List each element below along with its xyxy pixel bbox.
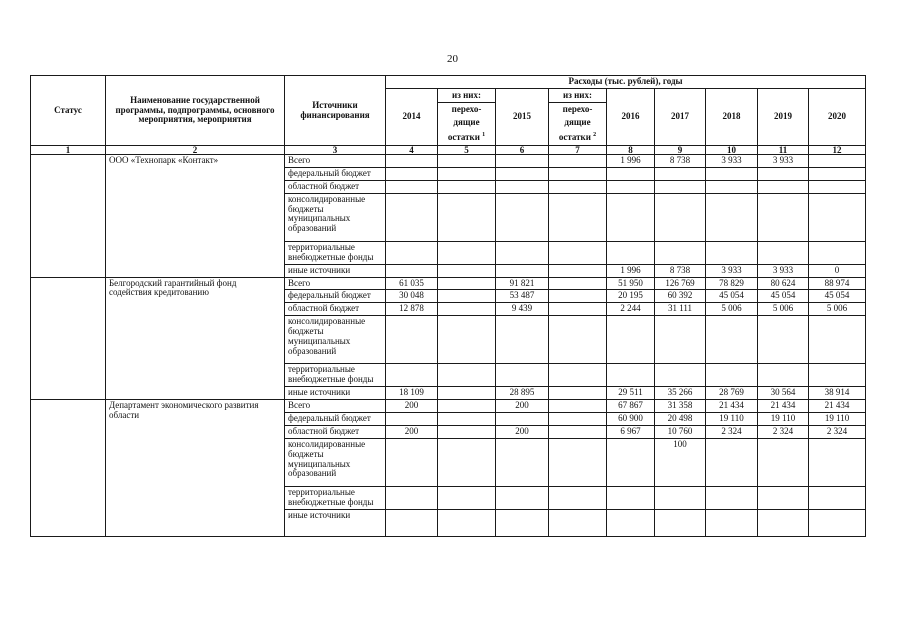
amount-cell — [655, 180, 706, 193]
amount-cell: 2 324 — [758, 425, 809, 438]
amount-cell — [549, 167, 607, 180]
amount-cell — [607, 167, 655, 180]
amount-cell: 5 006 — [809, 303, 866, 316]
column-number: 3 — [285, 146, 386, 155]
amount-cell: 126 769 — [655, 277, 706, 290]
amount-cell — [438, 438, 496, 486]
amount-cell — [438, 155, 496, 168]
amount-cell — [758, 509, 809, 536]
footnote-mark: 2 — [593, 132, 597, 138]
funding-source: иные источники — [285, 264, 386, 277]
amount-cell — [809, 180, 866, 193]
amount-cell — [549, 509, 607, 536]
header-status: Статус — [31, 76, 106, 146]
amount-cell: 2 324 — [809, 425, 866, 438]
status-cell — [31, 155, 106, 278]
amount-cell: 5 006 — [706, 303, 758, 316]
amount-cell: 67 867 — [607, 400, 655, 413]
column-number: 11 — [758, 146, 809, 155]
amount-cell — [386, 167, 438, 180]
column-number: 1 — [31, 146, 106, 155]
amount-cell — [758, 364, 809, 387]
amount-cell: 91 821 — [496, 277, 549, 290]
amount-cell: 30 564 — [758, 387, 809, 400]
amount-cell — [607, 364, 655, 387]
amount-cell: 78 829 — [706, 277, 758, 290]
amount-cell — [706, 364, 758, 387]
header-carryover-2 — [549, 89, 607, 146]
amount-cell — [496, 486, 549, 509]
amount-cell: 10 760 — [655, 425, 706, 438]
header-carryover-word: остатки — [447, 132, 480, 142]
amount-cell — [549, 193, 607, 241]
amount-cell — [386, 180, 438, 193]
amount-cell — [706, 486, 758, 509]
column-number: 9 — [655, 146, 706, 155]
amount-cell — [809, 316, 866, 364]
header-carryover-word: остатки — [558, 132, 591, 142]
amount-cell — [496, 316, 549, 364]
column-number: 10 — [706, 146, 758, 155]
amount-cell: 21 434 — [809, 400, 866, 413]
funding-source: территориальные внебюджетные фонды — [285, 241, 386, 264]
amount-cell — [758, 486, 809, 509]
amount-cell — [438, 387, 496, 400]
amount-cell: 6 967 — [607, 425, 655, 438]
amount-cell: 45 054 — [706, 290, 758, 303]
amount-cell — [809, 193, 866, 241]
amount-cell — [496, 180, 549, 193]
header-carryover-line — [552, 129, 603, 144]
amount-cell — [549, 364, 607, 387]
amount-cell — [607, 486, 655, 509]
amount-cell — [549, 387, 607, 400]
column-number: 7 — [549, 146, 607, 155]
amount-cell — [758, 316, 809, 364]
amount-cell — [386, 155, 438, 168]
amount-cell: 31 111 — [655, 303, 706, 316]
amount-cell: 9 439 — [496, 303, 549, 316]
amount-cell: 45 054 — [809, 290, 866, 303]
amount-cell — [496, 167, 549, 180]
amount-cell — [438, 364, 496, 387]
funding-source: федеральный бюджет — [285, 290, 386, 303]
amount-cell: 20 195 — [607, 290, 655, 303]
amount-cell — [706, 167, 758, 180]
amount-cell: 200 — [496, 400, 549, 413]
measure-name: Белгородский гарантийный фонд содействия кредитованию — [106, 277, 285, 400]
amount-cell — [607, 316, 655, 364]
funding-source: иные источники — [285, 509, 386, 536]
header-year-2019: 2019 — [758, 89, 809, 146]
amount-cell: 1 996 — [607, 155, 655, 168]
amount-cell — [438, 193, 496, 241]
amount-cell: 80 624 — [758, 277, 809, 290]
amount-cell — [496, 193, 549, 241]
amount-cell — [549, 303, 607, 316]
funding-source: территориальные внебюджетные фонды — [285, 486, 386, 509]
amount-cell: 200 — [496, 425, 549, 438]
amount-cell — [549, 425, 607, 438]
header-source: Источники финансирования — [285, 76, 386, 146]
funding-source: областной бюджет — [285, 425, 386, 438]
amount-cell — [549, 241, 607, 264]
amount-cell: 88 974 — [809, 277, 866, 290]
amount-cell — [655, 486, 706, 509]
amount-cell: 53 487 — [496, 290, 549, 303]
amount-cell — [386, 509, 438, 536]
funding-source: Всего — [285, 277, 386, 290]
amount-cell — [607, 241, 655, 264]
amount-cell — [496, 438, 549, 486]
amount-cell — [758, 241, 809, 264]
table-body — [31, 155, 866, 537]
funding-source: Всего — [285, 400, 386, 413]
amount-cell: 12 878 — [386, 303, 438, 316]
amount-cell — [496, 241, 549, 264]
amount-cell: 31 358 — [655, 400, 706, 413]
amount-cell — [438, 241, 496, 264]
amount-cell — [706, 316, 758, 364]
amount-cell — [438, 425, 496, 438]
amount-cell: 45 054 — [758, 290, 809, 303]
amount-cell: 100 — [655, 438, 706, 486]
funding-source: консолидированные бюджеты муниципальных образований — [285, 316, 386, 364]
amount-cell — [655, 316, 706, 364]
header-name: Наименование государственной программы, подпрограммы, основного мероприятия, мероприятия — [106, 76, 285, 146]
amount-cell — [607, 193, 655, 241]
amount-cell: 60 392 — [655, 290, 706, 303]
column-numbers-row — [31, 146, 866, 155]
amount-cell: 21 434 — [758, 400, 809, 413]
header-carryover-line — [441, 129, 492, 144]
amount-cell — [386, 316, 438, 364]
header-year-2014: 2014 — [386, 89, 438, 146]
page-number: 20 — [447, 53, 458, 65]
amount-cell — [549, 264, 607, 277]
amount-cell — [496, 364, 549, 387]
amount-cell: 28 895 — [496, 387, 549, 400]
funding-source: областной бюджет — [285, 303, 386, 316]
amount-cell: 0 — [809, 264, 866, 277]
amount-cell — [758, 180, 809, 193]
amount-cell: 35 266 — [655, 387, 706, 400]
column-number: 6 — [496, 146, 549, 155]
amount-cell: 60 900 — [607, 413, 655, 426]
amount-cell: 200 — [386, 400, 438, 413]
funding-source: областной бюджет — [285, 180, 386, 193]
amount-cell — [496, 413, 549, 426]
amount-cell — [438, 413, 496, 426]
amount-cell — [706, 180, 758, 193]
amount-cell: 28 769 — [706, 387, 758, 400]
measure-name: Департамент экономического развития области — [106, 400, 285, 537]
header-from-them: из них: — [549, 89, 606, 103]
amount-cell — [386, 486, 438, 509]
footnote-mark: 1 — [482, 132, 486, 138]
status-cell — [31, 400, 106, 537]
amount-cell — [549, 290, 607, 303]
header-carryover-line: дящие — [564, 117, 591, 127]
amount-cell — [438, 400, 496, 413]
amount-cell — [758, 193, 809, 241]
amount-cell — [655, 509, 706, 536]
table-row — [31, 155, 866, 168]
amount-cell — [549, 486, 607, 509]
table-row — [31, 277, 866, 290]
amount-cell — [706, 193, 758, 241]
amount-cell — [386, 364, 438, 387]
budget-table — [30, 75, 866, 537]
amount-cell: 19 110 — [706, 413, 758, 426]
column-number: 2 — [106, 146, 285, 155]
amount-cell — [809, 438, 866, 486]
amount-cell — [438, 264, 496, 277]
amount-cell: 5 006 — [758, 303, 809, 316]
column-number: 12 — [809, 146, 866, 155]
amount-cell: 21 434 — [706, 400, 758, 413]
amount-cell — [706, 509, 758, 536]
amount-cell: 3 933 — [706, 264, 758, 277]
amount-cell: 38 914 — [809, 387, 866, 400]
amount-cell — [438, 316, 496, 364]
table-row — [31, 400, 866, 413]
amount-cell — [549, 180, 607, 193]
amount-cell — [438, 509, 496, 536]
amount-cell — [549, 413, 607, 426]
amount-cell — [706, 241, 758, 264]
amount-cell — [809, 155, 866, 168]
amount-cell — [549, 316, 607, 364]
amount-cell — [438, 167, 496, 180]
header-carryover-line: перехо- — [451, 104, 482, 114]
amount-cell: 200 — [386, 425, 438, 438]
amount-cell — [549, 277, 607, 290]
amount-cell: 51 950 — [607, 277, 655, 290]
amount-cell — [386, 413, 438, 426]
header-carryover-line: дящие — [453, 117, 480, 127]
header-carryover-line: перехо- — [562, 104, 593, 114]
amount-cell — [438, 486, 496, 509]
header-carryover-1 — [438, 89, 496, 146]
amount-cell: 3 933 — [758, 264, 809, 277]
header-year-2016: 2016 — [607, 89, 655, 146]
amount-cell — [496, 264, 549, 277]
amount-cell — [496, 155, 549, 168]
amount-cell — [549, 155, 607, 168]
amount-cell: 61 035 — [386, 277, 438, 290]
amount-cell — [758, 438, 809, 486]
header-from-them: из них: — [438, 89, 495, 103]
amount-cell — [496, 509, 549, 536]
column-number: 5 — [438, 146, 496, 155]
amount-cell: 19 110 — [758, 413, 809, 426]
amount-cell — [438, 290, 496, 303]
amount-cell — [438, 303, 496, 316]
amount-cell — [809, 509, 866, 536]
amount-cell — [607, 509, 655, 536]
funding-source: консолидированные бюджеты муниципальных образований — [285, 193, 386, 241]
amount-cell: 20 498 — [655, 413, 706, 426]
amount-cell: 2 244 — [607, 303, 655, 316]
amount-cell: 29 511 — [607, 387, 655, 400]
amount-cell — [438, 277, 496, 290]
amount-cell: 18 109 — [386, 387, 438, 400]
header-year-2018: 2018 — [706, 89, 758, 146]
header-year-2020: 2020 — [809, 89, 866, 146]
amount-cell — [607, 438, 655, 486]
amount-cell: 8 738 — [655, 264, 706, 277]
amount-cell: 30 048 — [386, 290, 438, 303]
amount-cell — [706, 438, 758, 486]
header-year-2015: 2015 — [496, 89, 549, 146]
funding-source: федеральный бюджет — [285, 413, 386, 426]
amount-cell: 2 324 — [706, 425, 758, 438]
funding-source: территориальные внебюджетные фонды — [285, 364, 386, 387]
amount-cell — [607, 180, 655, 193]
amount-cell — [386, 264, 438, 277]
header-expenses: Расходы (тыс. рублей), годы — [386, 76, 866, 89]
amount-cell — [549, 400, 607, 413]
measure-name: ООО «Технопарк «Контакт» — [106, 155, 285, 278]
amount-cell — [386, 193, 438, 241]
column-number: 8 — [607, 146, 655, 155]
amount-cell: 3 933 — [758, 155, 809, 168]
amount-cell — [386, 241, 438, 264]
funding-source: иные источники — [285, 387, 386, 400]
amount-cell: 1 996 — [607, 264, 655, 277]
column-number: 4 — [386, 146, 438, 155]
amount-cell — [809, 241, 866, 264]
amount-cell: 19 110 — [809, 413, 866, 426]
amount-cell — [809, 486, 866, 509]
amount-cell — [438, 180, 496, 193]
amount-cell: 8 738 — [655, 155, 706, 168]
amount-cell — [655, 193, 706, 241]
amount-cell: 3 933 — [706, 155, 758, 168]
amount-cell — [809, 167, 866, 180]
funding-source: федеральный бюджет — [285, 167, 386, 180]
status-cell — [31, 277, 106, 400]
funding-source: Всего — [285, 155, 386, 168]
funding-source: консолидированные бюджеты муниципальных образований — [285, 438, 386, 486]
amount-cell — [549, 438, 607, 486]
amount-cell — [386, 438, 438, 486]
amount-cell — [655, 167, 706, 180]
amount-cell — [655, 364, 706, 387]
amount-cell — [655, 241, 706, 264]
amount-cell — [809, 364, 866, 387]
header-year-2017: 2017 — [655, 89, 706, 146]
amount-cell — [758, 167, 809, 180]
